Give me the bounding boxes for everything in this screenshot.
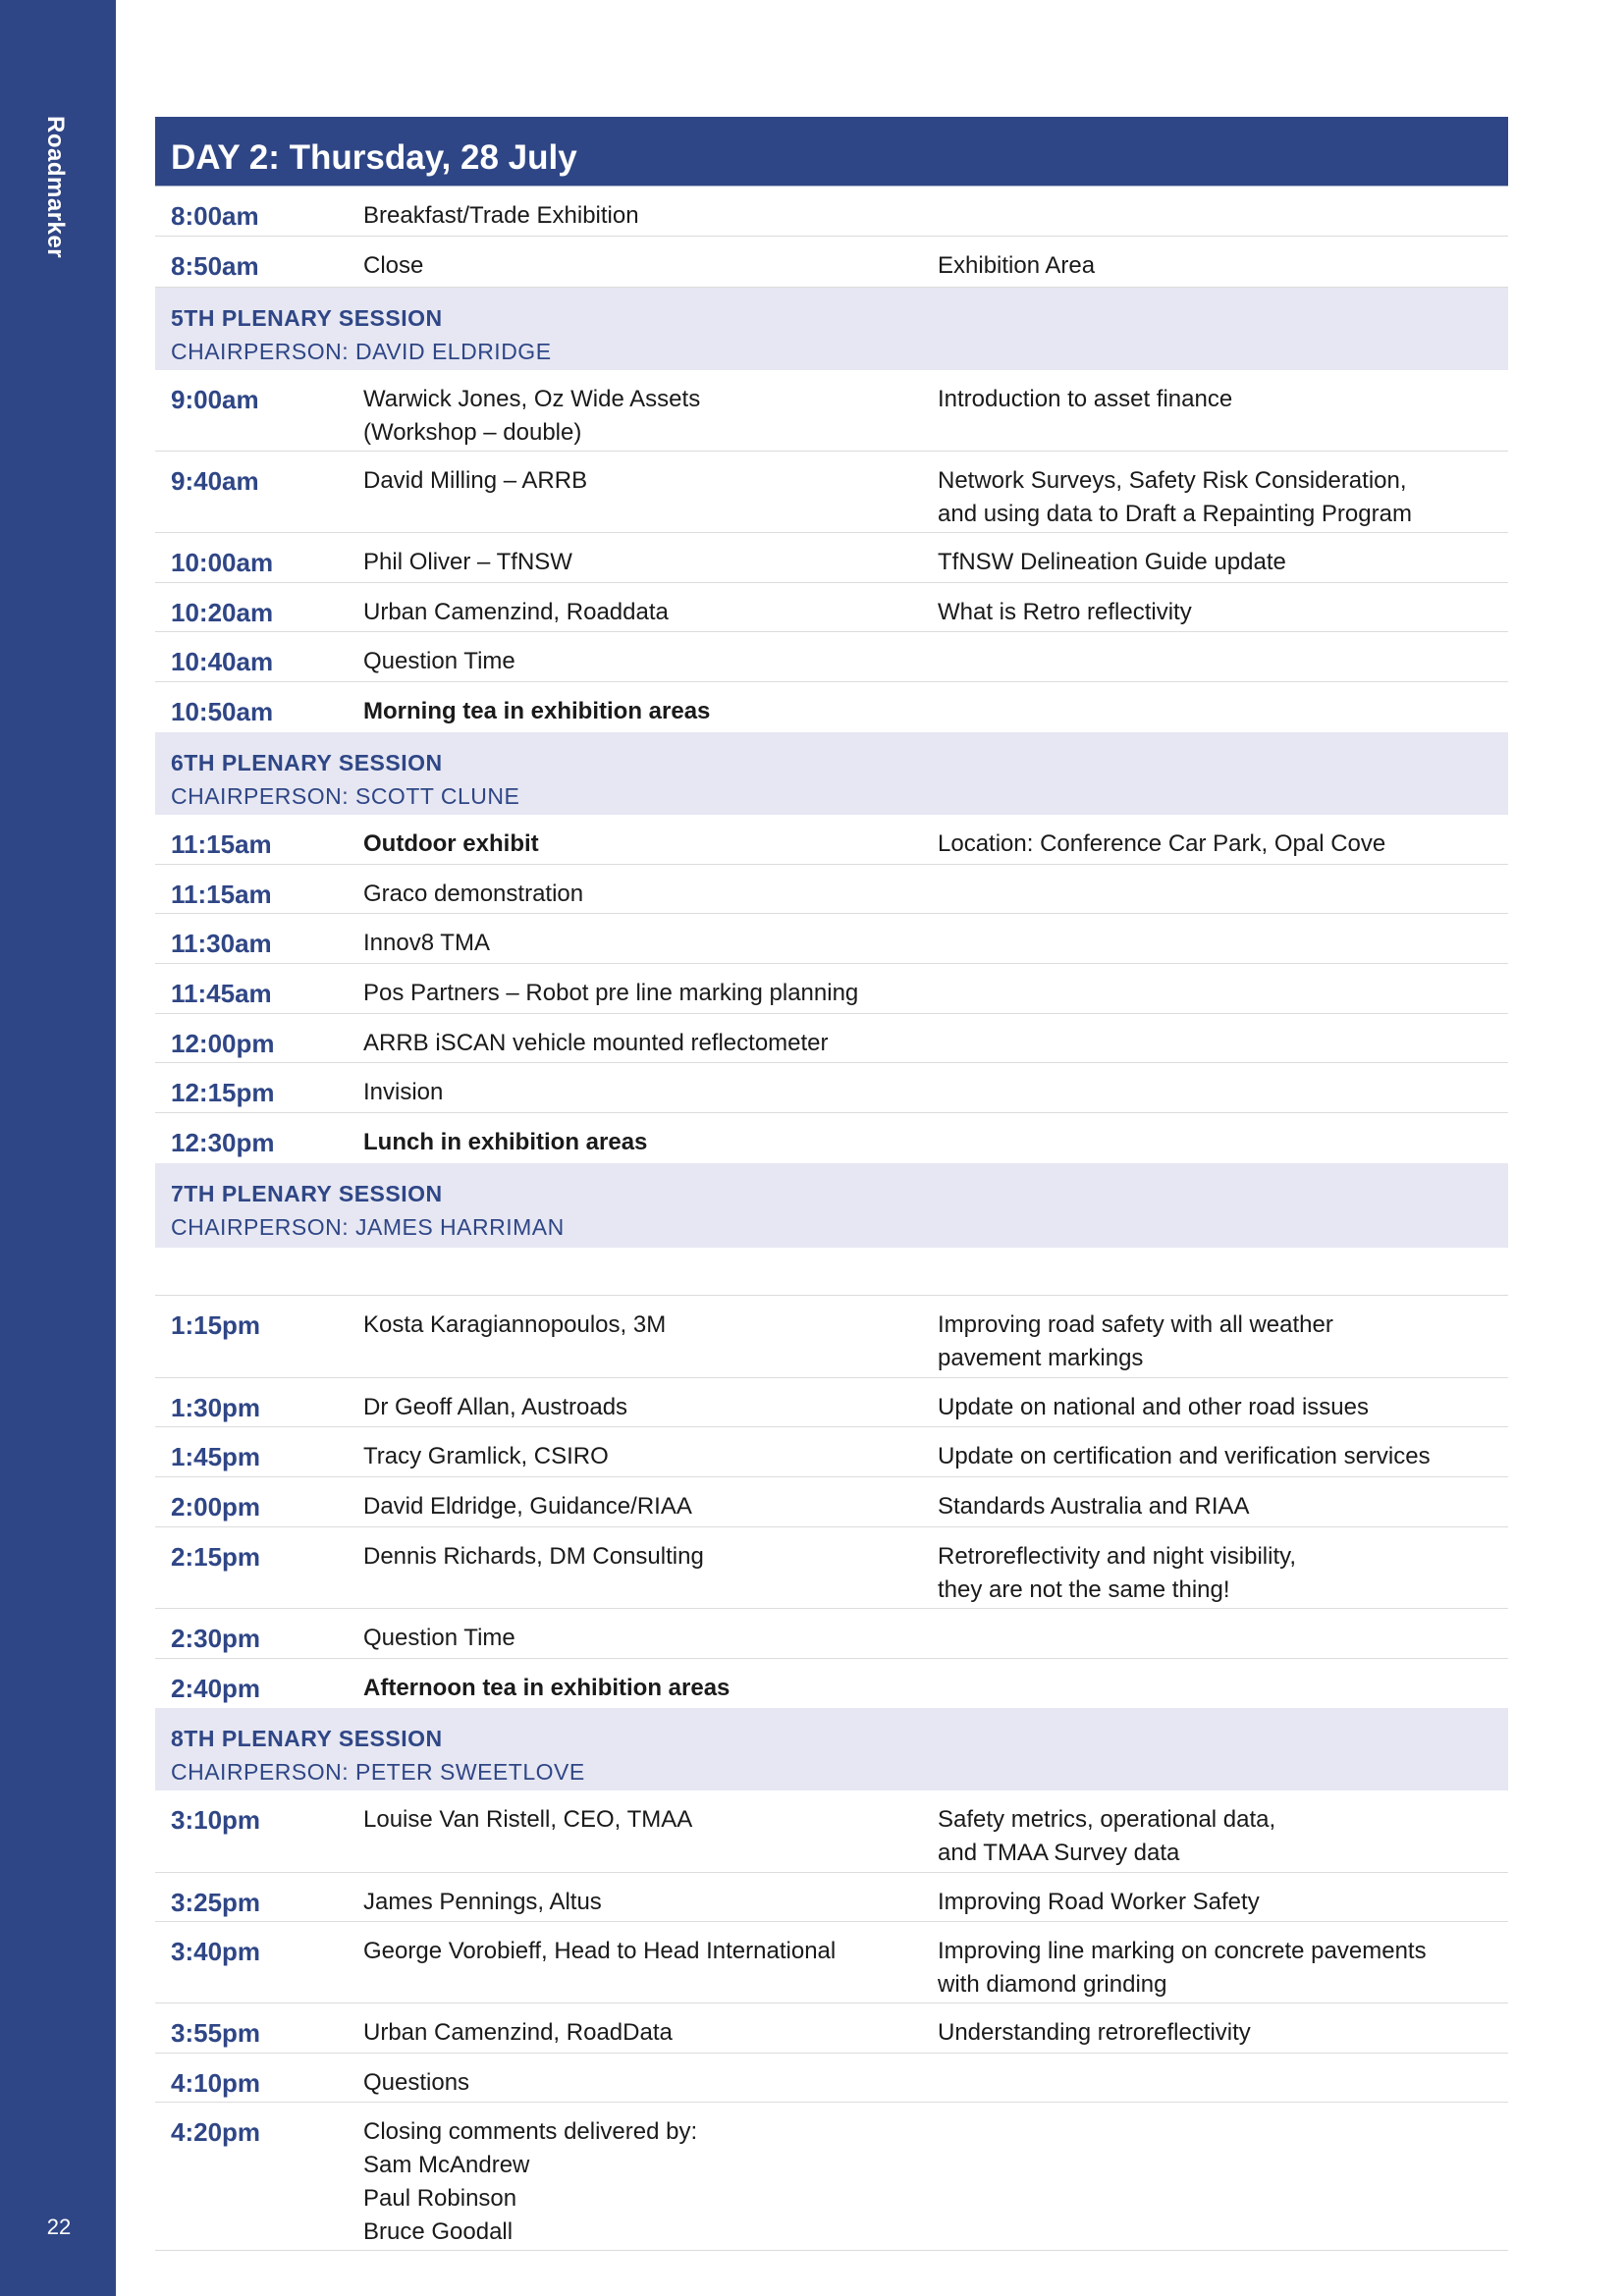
table-row: 4:10pm Questions (155, 2054, 1508, 2103)
sidebar (0, 0, 116, 2296)
divider (155, 1248, 1508, 1296)
table-row: 11:45am Pos Partners – Robot pre line marking planning (155, 964, 1508, 1014)
table-row: 1:15pm Kosta Karagiannopoulos, 3M Improving road safety with all weather pavement markings (155, 1296, 1508, 1378)
table-row: 12:00pm ARRB iSCAN vehicle mounted reflectometer (155, 1014, 1508, 1063)
table-row: 8:50am Close Exhibition Area (155, 237, 1508, 288)
table-row: 1:30pm Dr Geoff Allan, Austroads Update on national and other road issues (155, 1378, 1508, 1427)
table-row: 1:45pm Tracy Gramlick, CSIRO Update on certification and verification services (155, 1427, 1508, 1477)
table-row: 9:00am Warwick Jones, Oz Wide Assets (Workshop – double) Introduction to asset finance (155, 370, 1508, 452)
table-row: 11:30am Innov8 TMA (155, 914, 1508, 964)
table-row: 3:55pm Urban Camenzind, RoadData Understanding retroreflectivity (155, 2003, 1508, 2054)
session-header: 6TH PLENARY SESSION CHAIRPERSON: SCOTT CLUNE (155, 732, 1508, 815)
table-row: 3:25pm James Pennings, Altus Improving Road Worker Safety (155, 1873, 1508, 1922)
table-row: 10:00am Phil Oliver – TfNSW TfNSW Delineation Guide update (155, 533, 1508, 583)
table-row: 2:30pm Question Time (155, 1609, 1508, 1659)
session-header: 5TH PLENARY SESSION CHAIRPERSON: DAVID ELDRIDGE (155, 288, 1508, 370)
table-row: 9:40am David Milling – ARRB Network Surveys, Safety Risk Consideration, and using data to Draft a Repainting Program (155, 452, 1508, 533)
table-row: 8:00am Breakfast/Trade Exhibition (155, 187, 1508, 237)
table-row: 2:40pm Afternoon tea in exhibition areas (171, 1674, 731, 1703)
table-row: 4:20pm Closing comments delivered by: Sam McAndrew Paul Robinson Bruce Goodall (155, 2103, 1508, 2251)
session-header: 7TH PLENARY SESSION CHAIRPERSON: JAMES HARRIMAN (155, 1163, 1508, 1248)
table-row: 2:00pm David Eldridge, Guidance/RIAA Standards Australia and RIAA (155, 1477, 1508, 1527)
table-row: 12:30pm Lunch in exhibition areas (171, 1128, 648, 1157)
table-row: 2:15pm Dennis Richards, DM Consulting Retroreflectivity and night visibility, they are not the same thing! (155, 1527, 1508, 1609)
day-title: DAY 2: Thursday, 28 July (155, 117, 1508, 187)
table-row: 10:40am Question Time (155, 632, 1508, 682)
table-row: 3:40pm George Vorobieff, Head to Head International Improving line marking on concrete pavements with diamond grinding (155, 1922, 1508, 2003)
page-number: 22 (46, 2215, 72, 2239)
session-header: 8TH PLENARY SESSION CHAIRPERSON: PETER SWEETLOVE (155, 1708, 1508, 1790)
table-row: 3:10pm Louise Van Ristell, CEO, TMAA Safety metrics, operational data, and TMAA Survey data (155, 1790, 1508, 1873)
table-row: 11:15am Graco demonstration (155, 865, 1508, 914)
table-row: 10:20am Urban Camenzind, Roaddata What is Retro reflectivity (155, 583, 1508, 632)
table-row: 12:15pm Invision (155, 1063, 1508, 1113)
table-row: 10:50am Morning tea in exhibition areas (171, 697, 711, 726)
programme-table (155, 117, 1508, 2251)
table-row: 11:15am Outdoor exhibit Location: Conference Car Park, Opal Cove (155, 815, 1508, 865)
brand-name: Roadmarker (42, 116, 69, 259)
